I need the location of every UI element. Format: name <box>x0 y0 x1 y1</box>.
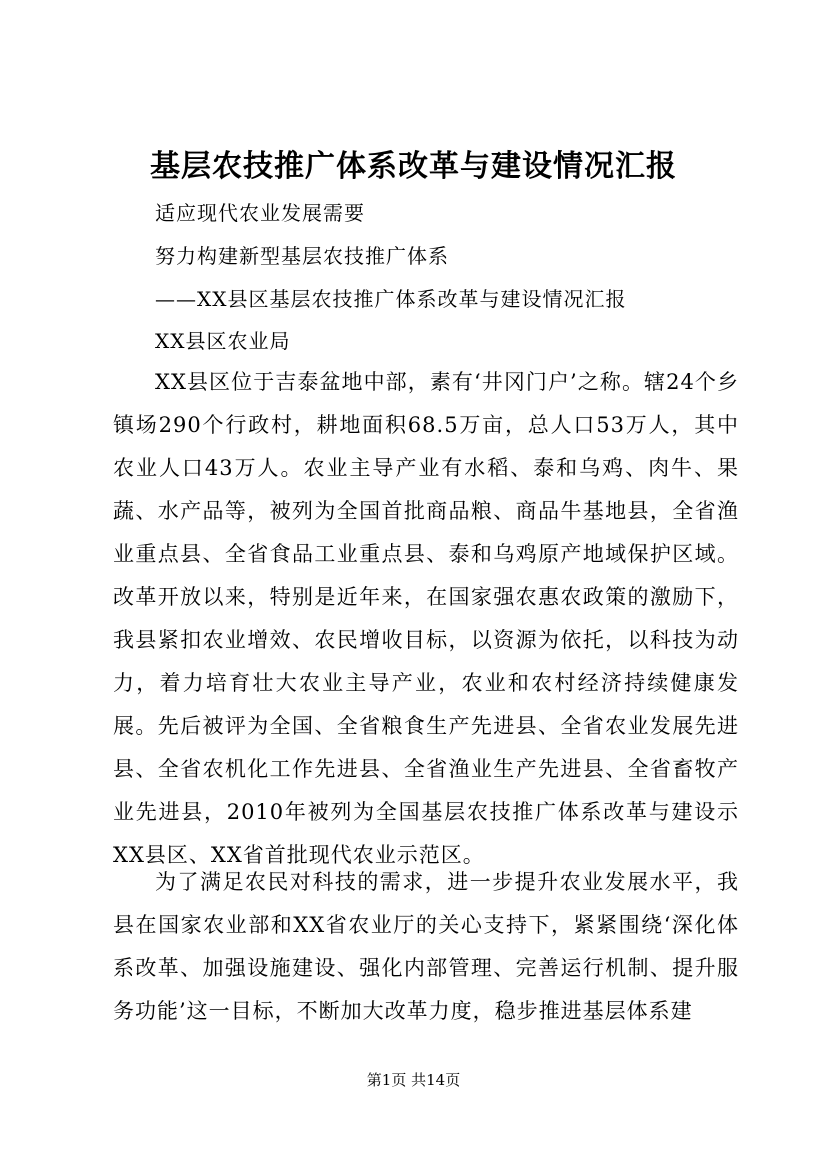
body-paragraph-2: 为了满足农民对科技的需求，进一步提升农业发展水平，我县在国家农业部和XX省农业厅的关心支持下，紧紧围绕‘深化体系改革、加强设施建设、强化内部管理、完善运行机制、提升服务功能’这一目标，不断加大改革力度，稳步推进基层体系建 <box>113 870 739 1023</box>
subtitle-line-3: ——XX县区基层农技推广体系改革与建设情况汇报 <box>155 287 627 311</box>
subtitle-line-1: 适应现代农业发展需要 <box>155 201 365 225</box>
document-title: 基层农技推广体系改革与建设情况汇报 <box>150 149 677 184</box>
body-paragraph-1: XX县区位于吉泰盆地中部，素有‘井冈门户’之称。辖24个乡镇场290个行政村，耕地面积68.5万亩，总人口53万人，其中农业人口43万人。农业主导产业有水稻、泰和乌鸡、肉牛、果蔬、水产品等，被列为全国首批商品粮、商品牛基地县，全省渔业重点县、全省食品工业重点县、泰和乌鸡原产地域保护区域。改革开放以来，特别是近年来，在国家强农惠农政策的激励下，我县紧扣农业增效、农民增收目标，以资源为依托，以科技为动力，着力培育壮大农业主导产业，农业和农村经济持续健康发展。先后被评为全国、全省粮食生产先进县、全省农业发展先进县、全省农机化工作先进县、全省渔业生产先进县、全省畜牧产业先进县，2010年被列为全国基层农技推广体系改革与建设示XX县区、XX省首批现代农业示范区。 <box>113 370 739 867</box>
page-number-footer: 第1页 共14页 <box>366 1071 461 1089</box>
author-line: XX县区农业局 <box>155 329 291 353</box>
subtitle-line-2: 努力构建新型基层农技推广体系 <box>155 244 449 268</box>
